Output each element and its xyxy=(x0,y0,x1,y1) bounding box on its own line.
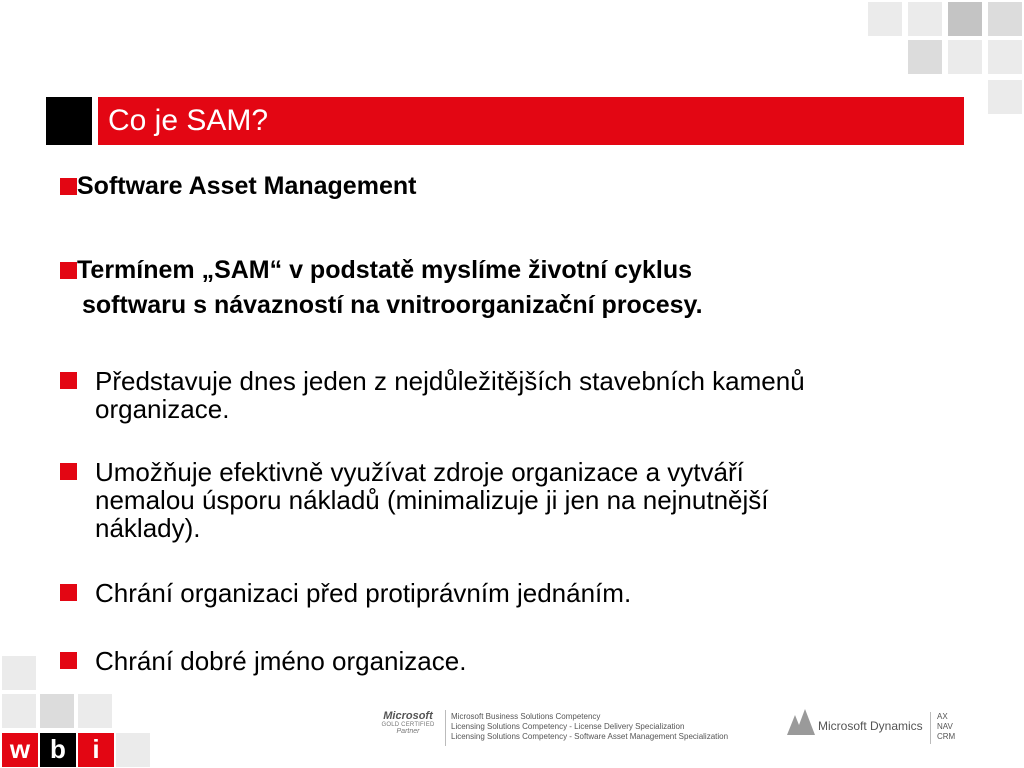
bullet-2-line-2: softwaru s návazností na vnitroorganizační procesy. xyxy=(82,291,703,319)
bullet-marker xyxy=(60,372,77,389)
bullet-text: Chrání dobré jméno organizace. xyxy=(95,646,467,676)
decor-square xyxy=(2,656,36,690)
decor-square xyxy=(868,2,902,36)
dynamics-products: AX NAV CRM xyxy=(937,712,956,741)
decor-square xyxy=(2,694,36,728)
competency-1: Microsoft Business Solutions Competency xyxy=(451,712,601,721)
ms-partner: Partner xyxy=(396,728,420,735)
dynamics-icon xyxy=(785,707,817,737)
competency-3: Licensing Solutions Competency - Software Asset Management Specialization xyxy=(451,732,729,741)
page-title: Co je SAM? xyxy=(108,104,269,137)
dynamics-brand: Microsoft Dynamics xyxy=(818,719,923,733)
bullet-1 xyxy=(60,172,416,201)
bullet-marker xyxy=(60,262,77,279)
decor-square xyxy=(948,40,982,74)
decor-square xyxy=(988,40,1022,74)
title-decor-box xyxy=(46,97,92,145)
decor-square xyxy=(116,733,150,767)
footer-divider xyxy=(445,710,446,746)
dynamics-divider xyxy=(930,712,931,744)
decor-square xyxy=(908,2,942,36)
ms-brand: Microsoft xyxy=(383,710,433,722)
bullet-marker xyxy=(60,178,77,195)
logo-letter-w: w xyxy=(2,733,38,767)
bullet-text: Chrání organizaci před protiprávním jednáním. xyxy=(95,578,632,608)
bullet-text: Termínem „SAM“ v podstatě myslíme životní cyklus xyxy=(77,256,692,284)
title-bar xyxy=(98,97,964,145)
bullet-text: Představuje dnes jeden z nejdůležitějších stavebních kamenů organizace. xyxy=(95,366,805,424)
ms-gold: GOLD CERTIFIED xyxy=(381,722,435,728)
bullet-text: Software Asset Management xyxy=(77,172,417,200)
ms-partner-logo xyxy=(376,710,440,735)
bullet-2 xyxy=(60,256,692,285)
decor-square xyxy=(988,2,1022,36)
decor-square xyxy=(40,694,74,728)
logo-letter-b: b xyxy=(40,733,76,767)
decor-square xyxy=(988,80,1022,114)
decor-square xyxy=(948,2,982,36)
bullet-marker xyxy=(60,652,77,669)
competency-list xyxy=(451,712,728,742)
logo-letter-i: i xyxy=(78,733,114,767)
decor-square xyxy=(908,40,942,74)
bullet-marker xyxy=(60,463,77,480)
decor-square xyxy=(78,694,112,728)
competency-2: Licensing Solutions Competency - License Delivery Specialization xyxy=(451,722,685,731)
bullet-text: Umožňuje efektivně využívat zdroje organizace a vytváří nemalou úsporu nákladů (minimalizuje ji jen na nejnutnější náklady). xyxy=(95,457,769,543)
bullet-marker xyxy=(60,584,77,601)
